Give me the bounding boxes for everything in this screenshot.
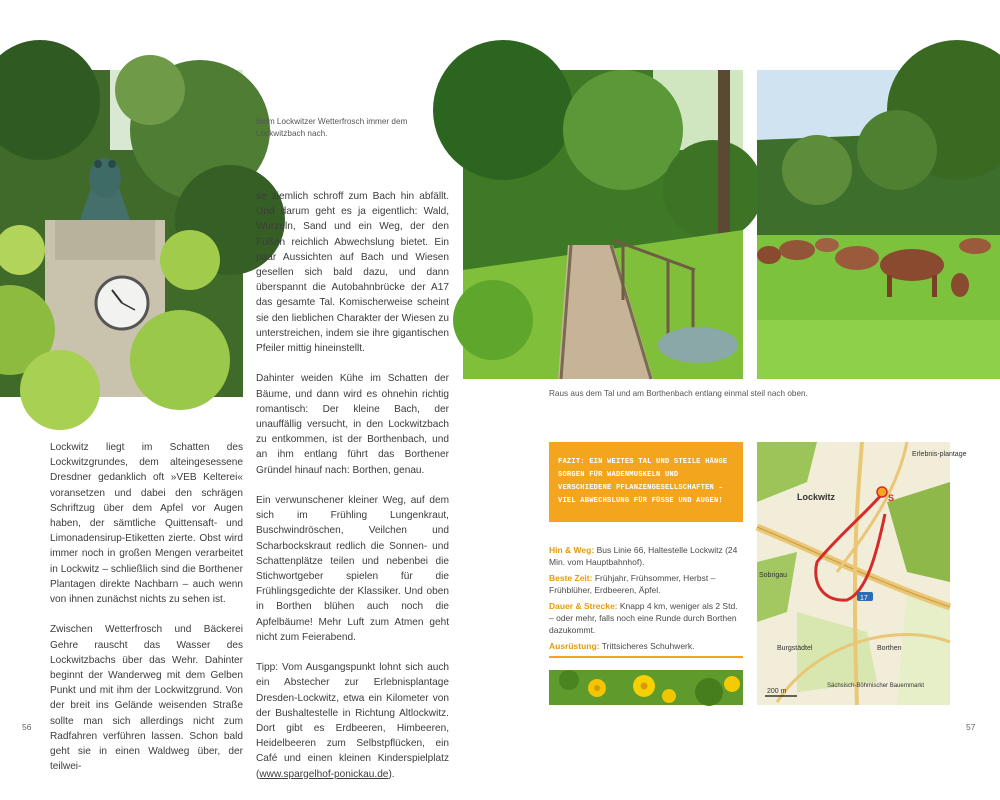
paragraph: Zwischen Wetterfrosch und Bäckerei Gehre rauscht das Wasser des Lockwitzbachs über das Wehr. Dahinter beginnt der Wanderweg mit dem Gelben Punkt und mit ihm der Lockwitzgrund. Von der breit ins Gelände weisenden Straße sollte man sich allerdings nicht zum Radfahren verführen lassen. Schon bald geht sie in einen Waldweg über, der teilwei- (50, 624, 243, 773)
paragraph: Dahinter weiden Kühe im Schatten der Bäume, und dann wird es ohnehin richtig romantisch: Der kleine Bach, der unauffällig versucht, in den Lockwitzbach zu entkommen, ist der Borthenbach, und an ihm entlang führt das Borthener Gründel hinauf nach: Borthen, genau. (256, 373, 449, 476)
info-value: Frühjahr, Frühsommer, Herbst – Frühblüher, Erdbeeren, Äpfel. (549, 573, 716, 595)
photo-wetterfrosch-clock (0, 70, 243, 397)
map-label-burgstaedtel: Burgstädtel (777, 645, 813, 652)
caption-borthenbach: Raus aus dem Tal und am Borthenbach entlang einmal steil nach oben. (549, 389, 808, 398)
info-divider (549, 656, 743, 658)
info-row (549, 573, 743, 596)
info-key: Beste Zeit: (549, 573, 593, 584)
info-value: Bus Linie 66, Haltestelle Lockwitz (24 Min. vom Hauptbahnhof). (549, 545, 738, 567)
paragraph-tip (256, 660, 449, 782)
info-key: Ausrüstung: (549, 641, 600, 652)
map-label-bauernmarkt: Sächsisch-Böhmischer Bauernmarkt (827, 683, 925, 689)
map-label-start: S (888, 493, 895, 503)
photo-cows-meadow (757, 70, 1000, 379)
text-column-left (50, 440, 243, 774)
paragraph: se ziemlich schroff zum Bach hin abfällt. Und darum geht es ja eigentlich: Wald, Wurzeln, Sand und ein Weg, der den Füßen reichlich Abwechslung bietet. Ein paar Aussichten auf Bach und Wiesen gesellen sich bald dazu, und dann überspannt die Autobahnbrücke der A17 das gesamte Tal. Komischerweise scheint sie den lieblichen Charakter der Wiesen zu unterstreichen, indem sie ihre gigantischen Pfeiler mittig hineinstellt. (256, 191, 449, 355)
caption-wetterfrosch: Beim Lockwitzer Wetterfrosch immer dem Lockwitzbach nach. (256, 117, 408, 138)
start-marker (877, 487, 887, 497)
tip-end: ). (388, 768, 395, 780)
text-column-middle (256, 189, 449, 782)
map-label-lockwitz: Lockwitz (797, 492, 836, 502)
info-value: Knapp 4 km, weniger als 2 Std. – oder mehr, falls noch eine Runde durch Borthen dazukommt. (549, 601, 738, 635)
map-label-sobrigau: Sobrigau (759, 572, 788, 579)
info-block (549, 545, 743, 658)
map-label-borthen: Borthen (877, 645, 902, 652)
photo-wooden-bridge (463, 70, 743, 379)
tip-text: Tipp: Vom Ausgangspunkt lohnt sich auch ein Abstecher zur Erlebnisplantage Dresden-Lockwitz, etwa ein Kilometer von der Bushaltestelle in Richtung Altlockwitz. Dort gibt es Erdbeeren, Himbeeren, Heidelbeeren zum Selbstpflücken, ein Café und einen kleinen Kinderspielplatz ( (256, 662, 449, 780)
map-label-scale: 200 m (767, 688, 787, 695)
photo-yellow-flowers (549, 670, 743, 705)
info-key: Hin & Weg: (549, 545, 595, 555)
map-label-a17: 17 (860, 595, 868, 602)
page-number-right: 57 (966, 722, 976, 732)
fazit-text: FAZIT: EIN WEITES TAL UND STEILE HÄNGE SORGEN FÜR WADENMUSKELN UND VERSCHIEDENE PFLANZENGESELLSCHAFTEN – VIEL ABWECHSLUNG FÜR FÜSSE UND AUGEN! (558, 458, 728, 505)
paragraph: Lockwitz liegt im Schatten des Lockwitzgrundes, dem alteingesessene Dresdner gedanklich oft »VEB Kelterei« voransetzen und dabei den schrägen Schriftzug über dem Apfel vor Augen haben, der sämtliche Quittensaft- und Limonadensirup-Etiketten zierte. Obst wird immer noch in großen Mengen verarbeitet in Lockwitz – schließlich sind die Borthener Plantagen direkte Nachbarn – auch wenn von ihnen zunächst nichts zu sehen ist. (50, 442, 243, 606)
page-number-left: 56 (22, 722, 32, 732)
info-row (549, 545, 743, 568)
info-row (549, 601, 743, 636)
paragraph: Ein verwunschener kleiner Weg, auf dem sich im Frühling Lungenkraut, Buschwindröschen, Veilchen und Scharbockskraut redlich die Sonnen- und Schattenplätze teilen und nebenbei die Stichwortgeber spielen für die Frühlingsgedichte der Klassiker. Und oben in Borthen blühen auch noch die Apfelbäume! Mehr Luft zum Atmen geht nicht zum Feierabend. (256, 495, 449, 643)
info-value: Trittsicheres Schuhwerk. (601, 641, 695, 652)
map-label-erlebnis: Erlebnis-plantage (912, 451, 967, 458)
fazit-box (549, 442, 743, 522)
info-row (549, 641, 743, 653)
website-link[interactable]: www.spargelhof-ponickau.de (259, 768, 389, 780)
info-key: Dauer & Strecke: (549, 601, 618, 612)
route-map (757, 442, 967, 705)
